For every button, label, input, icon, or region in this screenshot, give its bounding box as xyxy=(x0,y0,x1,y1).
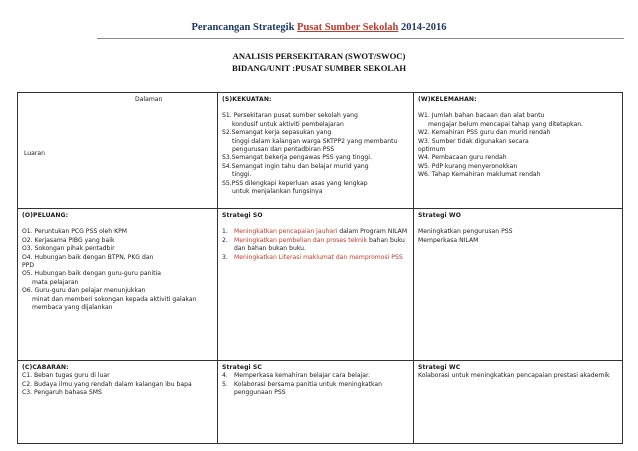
weakness-item: W5. PdP kurang menyeronokkan xyxy=(418,162,518,170)
header-rule xyxy=(97,38,624,39)
subtitle-line-2: BIDANG/UNIT :PUSAT SUMBER SEKOLAH xyxy=(231,63,407,73)
strategy-wc-cell xyxy=(414,361,623,444)
document-title xyxy=(0,22,638,33)
strategy-so-label: Strategi SO xyxy=(222,212,263,219)
dalaman-label: Dalaman xyxy=(135,96,163,103)
opportunity-item: PPD xyxy=(22,262,35,270)
weakness-item: W6. Tahap Kemahiran maklumat rendah xyxy=(418,171,541,179)
strategy-so-item: 2. Meningkatkan pembelian dan proses teknik bahan buku dan bahan bukan buku. xyxy=(222,236,405,253)
weaknesses-cell xyxy=(414,93,623,209)
challenge-item: C3. Pengaruh bahasa SMS xyxy=(22,389,102,397)
weakness-item: W4. Pembacaan guru rendah xyxy=(418,154,507,162)
subtitle-line-1: ANALISIS PERSEKITARAN (SWOT/SWOC) xyxy=(232,51,406,61)
opportunity-item: O2. Kerjasama PIBG yang baik xyxy=(22,236,115,244)
strategy-so-cell xyxy=(218,209,414,361)
challenges-cell xyxy=(18,361,218,444)
strategy-sc-item: 5. Kolaborasi bersama panitia untuk meningkatkan penggunaan PSS xyxy=(222,380,383,397)
strengths-label: (S)KEKUATAN: xyxy=(222,96,272,103)
challenge-item: C2. Budaya ilmu yang rendah dalam kalangan ibu bapa xyxy=(22,380,192,388)
title-highlight: Pusat Sumber Sekolah xyxy=(297,22,399,33)
corner-cell xyxy=(18,93,218,209)
challenge-item: C1. Beban tugas guru di luar xyxy=(22,372,110,380)
strategy-wo-label: Strategi WO xyxy=(418,212,462,219)
title-prefix: Perancangan Strategik xyxy=(191,22,295,33)
strategy-wo-line: Memperkasa NILAM xyxy=(418,236,479,244)
strength-item: S5.PSS dilengkapi keperluan asas yang lengkap untuk menjalankan fungsinya xyxy=(222,179,368,196)
strategy-so-item: 1. Meningkatkan pencapaian jauhari dalam Program NILAM xyxy=(222,228,408,236)
strategy-wo-line: Meningkatkan pengurusan PSS xyxy=(418,228,513,236)
opportunity-item: O5. Hubungan baik dengan guru-guru panitia mata pelajaran xyxy=(22,270,161,286)
strategy-so-item: 3. Meningkatkan Literasi maklumat dan mempromosi PSS xyxy=(222,253,403,261)
strength-item: S4.Semangat ingin tahu dan belajar murid yang tinggi. xyxy=(222,162,369,179)
strengths-cell xyxy=(218,93,414,209)
weakness-item: optimum xyxy=(418,146,446,154)
strength-item: S1. Persekitaran pusat sumber sekolah yang kondusif untuk aktiviti pembelajaran xyxy=(222,112,358,128)
swot-table xyxy=(17,92,623,444)
weakness-item: W1. Jumlah bahan bacaan dan alat bantu mengajar belum mencapai tahap yang ditetapkan. xyxy=(418,112,584,128)
opportunity-item: O4. Hubungan baik dengan BTPN, PKG dan xyxy=(22,253,154,261)
opportunities-label: (O)PELUANG: xyxy=(22,212,69,219)
strategy-wc-line: Kolaborasi untuk meningkatkan pencapaian prestasi akademik xyxy=(418,372,610,380)
opportunity-item: O6. Guru-guru dan pelajar menunjukkan minat dan memberi sokongan kepada aktiviti galakan membaca yang dijalankan xyxy=(22,287,197,312)
challenges-label: (C)CABARAN: xyxy=(22,364,69,371)
document-subtitle xyxy=(0,50,638,74)
strategy-sc-item: 4. Memperkasa kemahiran belajar cara belajar. xyxy=(222,372,370,380)
weakness-item: W2. Kemahiran PSS guru dan murid rendah xyxy=(418,129,551,137)
strategy-sc-label: Strategi SC xyxy=(222,364,262,371)
strength-item: S2.Semangat kerja sepasukan yang tinggi dalam kalangan warga SKTPP2 yang membantu pengurusan dan pentadbiran PSS xyxy=(222,129,398,154)
opportunity-item: O1. Peruntukan PCG PSS oleh KPM xyxy=(22,228,128,236)
opportunities-cell xyxy=(18,209,218,361)
weakness-item: W3. Sumber tidak digunakan secara xyxy=(418,137,529,145)
title-suffix: 2014-2016 xyxy=(401,22,447,33)
strategy-wc-label: Strategi WC xyxy=(418,364,461,371)
strategy-sc-cell xyxy=(218,361,414,444)
strength-item: S3.Semangat bekerja pengawas PSS yang tinggi. xyxy=(222,154,372,162)
luaran-label: Luaran xyxy=(24,150,45,157)
weaknesses-label: (W)KELEMAHAN: xyxy=(418,96,477,103)
opportunity-item: O3. Sokongan pihak pentadbir xyxy=(22,245,115,253)
strategy-wo-cell xyxy=(414,209,623,361)
